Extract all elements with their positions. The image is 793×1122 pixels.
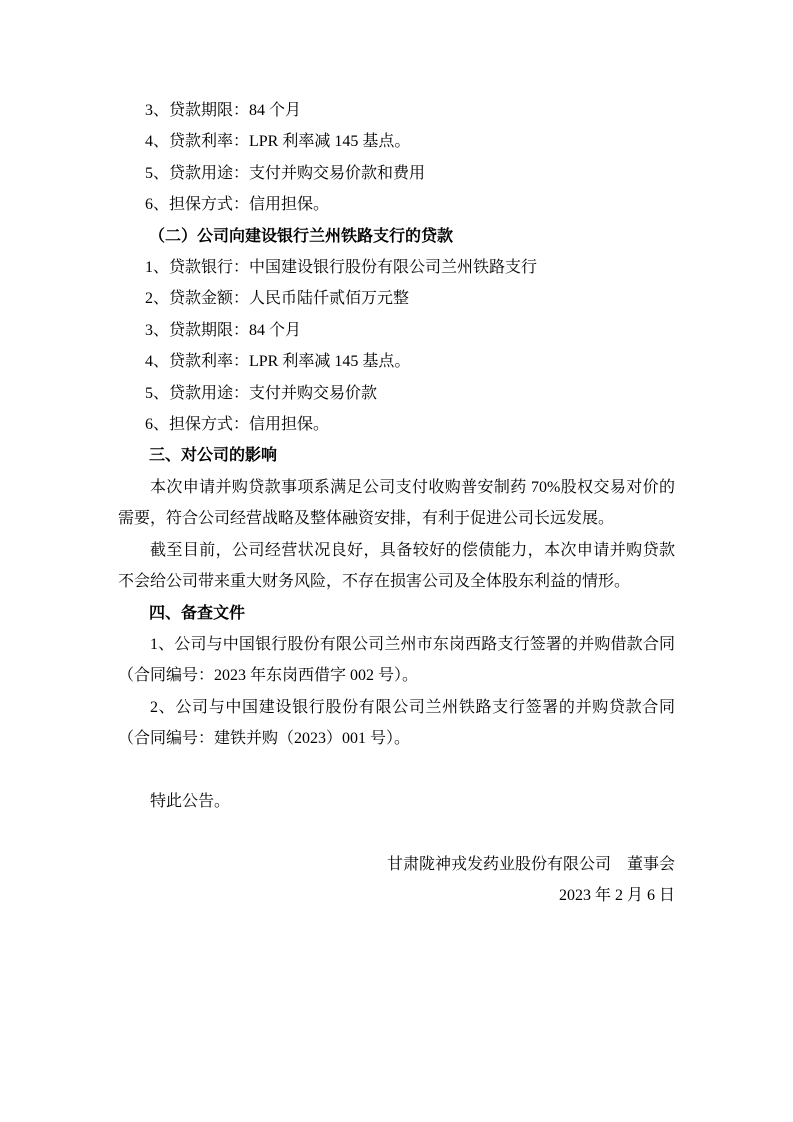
list-item: 6、担保方式：信用担保。 [145,416,330,434]
signature-company: 甘肃陇神戎发药业股份有限公司 董事会 [386,855,675,873]
list-item: 2、贷款金额：人民币陆仟贰佰万元整 [145,290,410,308]
list-item: 5、贷款用途：支付并购交易价款 [145,384,378,402]
list-item: 3、贷款期限：84 个月 [145,321,302,339]
section-heading: 三、对公司的影响 [149,447,278,465]
list-item: 3、贷款期限：84 个月 [145,102,302,119]
section-heading: （二）公司向建设银行兰州铁路支行的贷款 [149,227,454,245]
document-content [118,95,675,912]
body-paragraph: 1、公司与中国银行股份有限公司兰州市东岗西路支行签署的并购借款合同（合同编号：2023 年东岗西借字 002 号）。 [118,635,675,685]
list-item: 4、贷款利率：LPR 利率减 145 基点。 [145,353,411,371]
list-item: 6、担保方式：信用担保。 [145,196,330,214]
list-item: 4、贷款利率：LPR 利率减 145 基点。 [145,133,411,151]
body-paragraph: 本次申请并购贷款事项系满足公司支付收购普安制药 70%股权交易对价的需要，符合公司经营战略及整体融资安排，有利于促进公司长远发展。 [118,478,675,528]
closing-note: 特此公告。 [150,792,231,810]
list-item: 1、贷款银行：中国建设银行股份有限公司兰州铁路支行 [145,259,538,277]
body-paragraph: 截至目前，公司经营状况良好，具备较好的偿债能力，本次申请并购贷款不会给公司带来重大财务风险，不存在损害公司及全体股东利益的情形。 [118,541,675,591]
section-heading: 四、备查文件 [149,604,246,622]
list-item: 5、贷款用途：支付并购交易价款和费用 [145,164,426,182]
body-paragraph: 2、公司与中国建设银行股份有限公司兰州铁路支行签署的并购贷款合同（合同编号：建铁并购（2023）001 号）。 [118,698,675,748]
signature-date: 2023 年 2 月 6 日 [558,887,675,905]
